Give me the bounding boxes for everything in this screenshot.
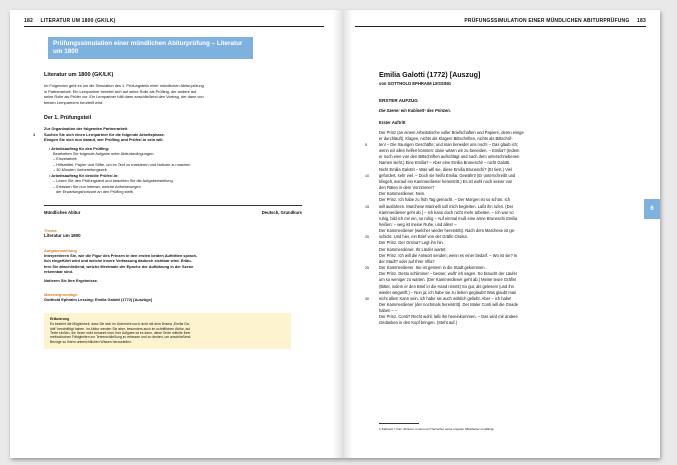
play-line-number: 10 (365, 173, 369, 178)
play-line-text: Der Prinz. Desto schlimmer – besser, wollt' ich sagen. So braucht der Läufer (379, 271, 518, 277)
part-heading: Der 1. Prüfungsteil (44, 115, 92, 122)
left-page (10, 10, 343, 458)
left-content (33, 37, 302, 349)
play-line-text: heißen: – weg ist meine Ruhe, und alles! – (379, 221, 457, 227)
play-line-number: 20 (365, 235, 369, 240)
exam-subject: Deutsch, Grundkurs (261, 210, 302, 216)
list-item: • Arbeitsauftrag für den Prüfling: (49, 145, 110, 151)
info-box (44, 313, 291, 349)
chapter-tab: 6 (644, 199, 660, 219)
exam-row (44, 210, 302, 215)
list-item: Bearbeiten Sie folgende Aufgabe unter Abiturbedingungen. (53, 151, 155, 157)
intro-paragraph (44, 83, 302, 105)
list-item: der Erwartungshorizont an den Prüfling stellt. (56, 188, 134, 194)
play-line-text: um so weniger zu warten. (Der Kammerdiener geht ab.) Meine teure Gräfin! (379, 277, 517, 283)
play-line-text: Der Kammerdiener. Nein. (379, 191, 426, 197)
task-line: Interpretieren Sie, wie die Figur des Prinzen in den ersten beiden Auftritten sprach- (44, 252, 198, 258)
material-value: Gotthold Ephraim Lessing: Emilia Galotti (1772) [Auszüge] (44, 297, 153, 303)
play-line-text: gefordert, sehr viel. – Doch sie heißt Emilia. Gewährt! (Er unterschreibt und (379, 172, 516, 178)
theme-label: Thema (44, 227, 57, 233)
play-text (365, 129, 615, 327)
info-line: lotti“ beschäftigt haben. Im Abitur werden Sie aber, besonders auch im schriftlichen Abitur, auf (50, 326, 191, 331)
play-line-text: wieder wegwirft.) – Nun ja; ich habe sie zu lieben geglaubt! Was glaubt man (379, 289, 517, 295)
list-item: – Einzelarbeit (53, 156, 77, 162)
info-box-title: Erläuterung (50, 316, 70, 321)
theme-value: Literatur um 1800 (44, 233, 81, 239)
play-line-text: ten! – Die traurigen Geschäfte; und man beneidet uns noch! – Das glaub ich; (379, 141, 519, 147)
list-item: – Lesen Sie den Prüfungstext und beachten Sie die Aufgabenstellung. (53, 178, 174, 184)
play-line-text: Der Prinz. Der Orsina? Legt ihn hin. (379, 240, 444, 246)
org-line: Einigen Sie sich nun darauf, wer Prüfling und Prüfer/-in sein will. (44, 137, 164, 143)
play-line-text: Namen sieht.) Eine Emilia? – Aber eine Emilia Bruneschi! – nicht Galotti. (379, 160, 511, 166)
right-page-number: 183 (637, 18, 646, 24)
play-line-text: er noch eine von den Bittschriften aufschlägt und nach dem unterschriebenen (379, 154, 520, 160)
list-item: – Hilfsmittel: Papier und Stifte, um im Text zu markieren und Notizen zu machen (53, 161, 191, 167)
footnote: 1 Kabinett = hier: Zimmer, in dem ein Herrscher seine engsten Mitarbeiter empfängt (379, 427, 494, 431)
play-line-text: schickt. Und hier, ein Brief von der Gräfin Orsina. (379, 234, 468, 240)
task-line: tern Sie abschließend, welche Merkmale der Epoche der Aufklärung in der Szene (44, 263, 194, 269)
footnote-rule (379, 423, 419, 424)
section-heading: Literatur um 1800 (GK/LK) (44, 72, 114, 78)
intro-line: seine Rolle als Prüfer vor. Ein Lernpartner hält dann anschließend den Vortrag, der dann von (44, 94, 204, 100)
exam-rule (44, 205, 302, 206)
play-line-text: Der Prinz (an einem Arbeitstische voller Briefschaften und Papiere, deren einige (379, 129, 524, 135)
act-heading: ERSTER AUFZUG (379, 98, 418, 104)
play-line (379, 320, 615, 326)
play-line-text: Der Prinz. Conti? Recht wohl; laßt ihn hereinkommen. – Das wird mir andere (379, 314, 518, 320)
left-page-number: 182 (24, 18, 33, 24)
list-item: – Erfassen Sie nun intensiv, welche Anforderungen (53, 183, 141, 189)
play-line-text: haben – – (379, 308, 398, 314)
play-line-text: Der Prinz. Ich habe zu früh Tag gemacht. – Der Morgen ist so schön. Ich (379, 197, 510, 203)
play-line-text: Der Kammerdiener. Ihr Läufer wartet. (379, 246, 447, 252)
left-header-rule (24, 26, 324, 27)
info-line: Es besteht die Möglichkeit, dass Sie sich im Unterricht noch nicht mit dem Drama „Emilia Ga- (50, 322, 190, 327)
play-line-text: Der Kammerdiener (der nochmals hereintritt). Der Maler Conti will die Gnade (379, 302, 519, 307)
line-marker: 1 (33, 131, 36, 137)
play-line-text: der Stadt? oder auf Ihrer Villa? (379, 258, 435, 264)
notes-line: Notieren Sie Ihre Ergebnisse. (44, 277, 99, 283)
intro-line: Im Folgenden geht es um die Simulation des 1. Prüfungsteils einer mündlichen Abiturprüfung (44, 83, 204, 89)
play-line-text: klingelt, worauf ein Kammerdiener hereintritt.) Es ist wohl noch keiner von (379, 178, 513, 184)
play-line-text: Der Kammerdiener (welcher wieder hereintritt). Nach dem Marchese ist ge- (379, 228, 516, 234)
intro-line: in Partnerarbeit. Ein Lernpartner bereitet sich auf seine Rolle als Prüfling, der andere auf (44, 88, 197, 94)
task-label: Aufgabenstellung (44, 247, 77, 253)
play-line-text: (Bitter, indem er den Brief in die Hand nimmt) So gut, als gelesen! (und ihn (379, 283, 514, 289)
info-line: methodischen Fähigkeiten zur Texterschließung zu erfassen und zu deuten, um anschließend (50, 335, 191, 340)
right-page (343, 10, 660, 458)
left-running-title: LITERATUR UM 1800 (GK/LK) (40, 18, 116, 24)
play-line-text: Nicht Emilia Galotti! – Was will sie, diese Emilia Bruneschi? (Er liest.) Viel (379, 166, 512, 172)
play-line-text: will ausfahren. Marchese Marinelli soll mich begleiten. Laßt ihn rufen. (Der (379, 203, 514, 209)
play-line-text: Der Prinz. Ich will die Antwort senden; wenn es einer bedarf. – Wo ist sie? In (379, 252, 518, 258)
book-spread (10, 10, 660, 458)
org-line: Suchen Sie sich einen Lernpartner für die folgende Arbeitsphase. (44, 131, 165, 137)
org-instructions (33, 131, 302, 143)
work-author: von GOTTHOLD EPHRAIM LESSING (379, 81, 452, 86)
prep-list (44, 146, 302, 195)
task-text (44, 253, 302, 275)
right-running-head (464, 18, 646, 24)
right-running-title: PRÜFUNGSSIMULATION EINER MÜNDLICHEN ABITURPRÜFUNG (464, 18, 630, 24)
list-item: – 30 Minuten Vorbereitungszeit (53, 167, 107, 173)
play-line-text: Kammerdiener geht ab.) – Ich kann doch nicht mehr arbeiten. – Ich war so (379, 209, 514, 215)
work-title: Emilia Galotti (1772) [Auszug] (379, 70, 481, 79)
play-line-number: 30 (365, 296, 369, 301)
auftritt-heading: Erster Auftritt (379, 120, 406, 126)
list-item: • Arbeitsauftrag für den/die Prüfer/-in: (49, 172, 119, 178)
play-line-text: nicht alles! Kann sein, ich habe sie auch wirklich geliebt. Aber – ich habe! (379, 295, 512, 301)
play-line-text: Der Kammerdiener. Sie ist gestern in die Stadt gekommen. (379, 265, 486, 271)
material-label: Materialgrundlage (44, 291, 78, 297)
exam-type: Mündliches Abitur (44, 210, 81, 216)
play-line-number: 5 (365, 142, 367, 147)
scene-description: Die Szene: ein Kabinett¹ des Prinzen. (379, 108, 451, 114)
right-header-rule (355, 26, 646, 27)
play-line-text: Gedanken in den Kopf bringen. (Steht auf.) (379, 320, 458, 326)
play-line-text: den Räten in dem Vorzimmer? (379, 185, 435, 191)
org-heading: Zur Organisation der folgenden Partnerarbeit (44, 126, 128, 132)
page-title-banner: Prüfungssimulation einer mündlichen Abiturprüfung – Literatur um 1800 (48, 37, 253, 59)
play-line-number: 25 (365, 266, 369, 271)
right-content (365, 70, 615, 327)
info-line: Bezüge zu Ihrem unterrichtlichen Wissen herzustellen. (50, 339, 132, 344)
intro-line: beiden Lernpartnern beurteilt wird. (44, 99, 104, 105)
task-line: lich eingeführt wird und welche innere Verfassung dadurch sichtbar wird. Erläu- (44, 258, 192, 264)
play-line-text: ruhig, bild ich mir ein, so ruhig – Auf einmal muß eine arme Bruneschi Emilia (379, 215, 518, 221)
info-line: Texte stoßen, die Ihnen nicht bekannt sind. Ihre Aufgabe ist es dann, diese Texte mithilfe Ihrer (50, 331, 191, 335)
task-line: erkennbar sind. (44, 269, 73, 275)
left-running-head (24, 18, 115, 24)
play-line-text: wenn wir allen helfen könnten: dann wären wir zu beneiden. – Emilia? (Indem (379, 148, 520, 154)
play-line-number: 15 (365, 204, 369, 209)
play-line-text: er durchläuft). Klagen, nichts als Klagen! Bittschriften, nichts als Bittschrif- (379, 135, 513, 141)
